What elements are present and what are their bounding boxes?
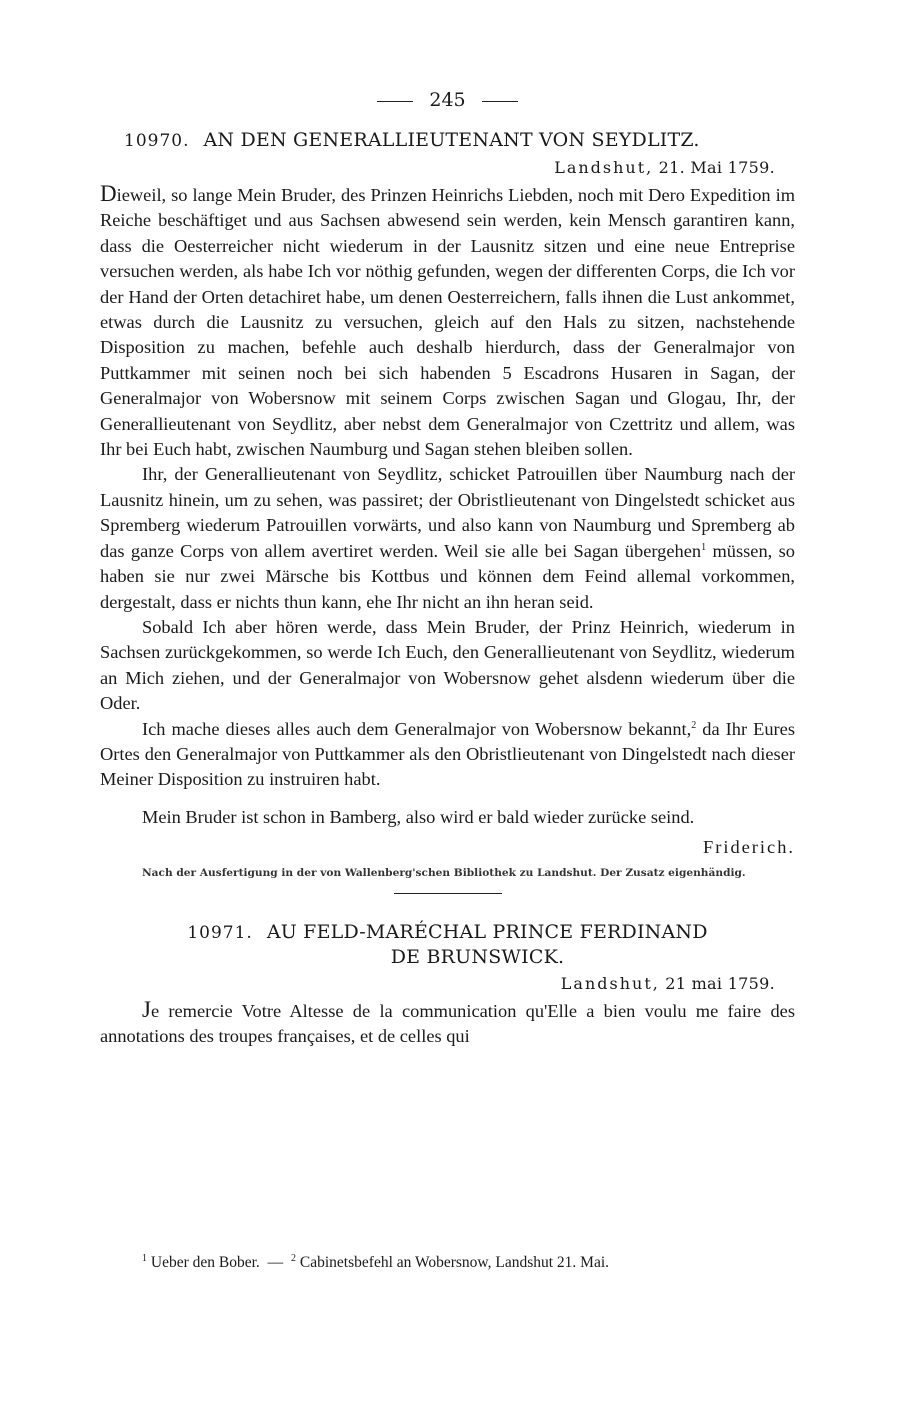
date-value: 21. Mai 1759. bbox=[658, 158, 775, 177]
letter-title: AN DEN GENERALLIEUTENANT VON SEYDLITZ. bbox=[203, 129, 700, 151]
footnote-mark: 1 bbox=[142, 1252, 147, 1264]
signature: Friderich. bbox=[702, 837, 795, 858]
signature-row bbox=[100, 830, 795, 858]
header-rule-left bbox=[377, 101, 413, 102]
section-divider bbox=[394, 893, 502, 894]
postscript-text: Mein Bruder ist schon in Bamberg, also wird er bald wieder zurücke seind. bbox=[142, 806, 695, 827]
date-place: Landshut, bbox=[560, 973, 660, 993]
paragraph-text: ieweil, so lange Mein Bruder, des Prinzen Heinrichs Liebden, noch mit Dero Expedition im Reiche beschäftiget und aus Sachsen abwesend sein werden, kein Mensch garantiren kann, dass die Oesterreicher nicht wiederum in der Lausnitz sitzen und eine neue Entreprise versuchen werden, als habe Ich vor nöthig gefunden, wegen der differenten Corps, die Ich vor der Hand der Orten detachiret habe, um denen Oesterreichern, falls ihnen die Lust ankommet, etwas durch die Lausnitz zu versuchen, gleich auf den Hals zu sitzen, nachstehende Disposition zu machen, befehle auch deshalb hierdurch, dass der Generalmajor von Puttkammer mit seinen noch bei sich habenden 5 Escadrons Husaren in Sagan, der Generalmajor von Wobersnow mit seinem Corps zwischen Sagan und Glogau, Ihr, der Generallieutenant von Seydlitz, aber nebst dem Generalmajor von Czettritz und allem, was Ihr bei Euch habt, zwischen Naumburg und Sagan stehen bleiben sollen. bbox=[100, 185, 795, 460]
paragraph-text: Ihr, der Generallieutenant von Seydlitz, schicket Patrouillen über Naumburg nach der Lausnitz hinein, um zu sehen, was passiret; der Obristlieutenant von Dingelstedt schicket aus Spremberg wiederum Patrouillen vorwärts, und also kann von Naumburg und Spremberg ab das ganze Corps von allem avertiret werden. Weil sie alle bei Sagan übergehen bbox=[100, 464, 795, 561]
letter-title: AU FELD-MARÉCHAL PRINCE FERDINAND bbox=[266, 920, 708, 943]
page-number: 245 bbox=[429, 89, 466, 111]
initial-letter: J bbox=[142, 996, 151, 1022]
letter-title: DE BRUNSWICK. bbox=[390, 945, 565, 968]
footnote-text: Ueber den Bober. bbox=[150, 1254, 260, 1271]
paragraph bbox=[100, 717, 795, 793]
letter-number: 10971. bbox=[187, 922, 253, 943]
page-header bbox=[100, 88, 795, 112]
letter-dateline bbox=[100, 157, 775, 179]
footnote-ref: 1 bbox=[701, 541, 707, 553]
paragraph-text: da Ihr Eures Ortes den Generalmajor von Puttkammer als den Obristlieutenant von Dingelstedt nach dieser Meiner Disposition zu instruiren habt. bbox=[100, 718, 795, 790]
paragraph-text: Ich mache dieses alles auch dem Generalmajor von Wobersnow bekannt, bbox=[142, 718, 692, 739]
page-content bbox=[100, 88, 795, 1049]
paragraph-text: Sobald Ich aber hören werde, dass Mein Bruder, der Prinz Heinrich, wiederum in Sachsen zurückgekommen, so werde Ich Euch, den Generallieutenant von Seydlitz, wiederum an Mich ziehen, und der Generalmajor von Wobersnow gehet alsdenn wiederum über die Oder. bbox=[100, 616, 795, 714]
footnote-separator: — bbox=[267, 1254, 284, 1271]
date-value: 21 mai 1759. bbox=[665, 973, 775, 993]
footnotes bbox=[100, 1252, 795, 1274]
letter-heading-line2 bbox=[100, 945, 795, 969]
paragraph bbox=[100, 615, 795, 717]
footnote-mark: 2 bbox=[291, 1252, 297, 1264]
footnote-text: Cabinetsbefehl an Wobersnow, Landshut 21. Mai. bbox=[299, 1254, 610, 1271]
header-rule-right bbox=[482, 101, 518, 102]
letter-dateline bbox=[100, 973, 775, 995]
letter-heading bbox=[124, 128, 795, 153]
letter-body bbox=[100, 181, 795, 830]
letter-heading bbox=[100, 920, 795, 945]
postscript bbox=[100, 805, 795, 830]
date-place: Landshut, bbox=[554, 158, 654, 177]
paragraph bbox=[100, 181, 795, 462]
paragraph bbox=[100, 997, 795, 1050]
letter-number: 10970. bbox=[124, 131, 190, 151]
letter-body bbox=[100, 997, 795, 1050]
paragraph-text: e remercie Votre Altesse de la communication qu'Elle a bien voulu me faire des annotations des troupes françaises, et de celles qui bbox=[100, 1000, 795, 1046]
paragraph bbox=[100, 462, 795, 614]
footnote-ref: 2 bbox=[691, 719, 697, 731]
initial-letter: D bbox=[100, 181, 117, 206]
source-note: Nach der Ausfertigung in der von Wallenberg'schen Bibliothek zu Landshut. Der Zusatz eigenhändig. bbox=[142, 866, 746, 879]
paragraph-text: müssen, so haben sie nur zwei Märsche bis Kottbus und können dem Feind allemal vorkommen, dergestalt, dass er nichts thun kann, ehe Ihr nicht an ihn heran seid. bbox=[100, 540, 795, 612]
